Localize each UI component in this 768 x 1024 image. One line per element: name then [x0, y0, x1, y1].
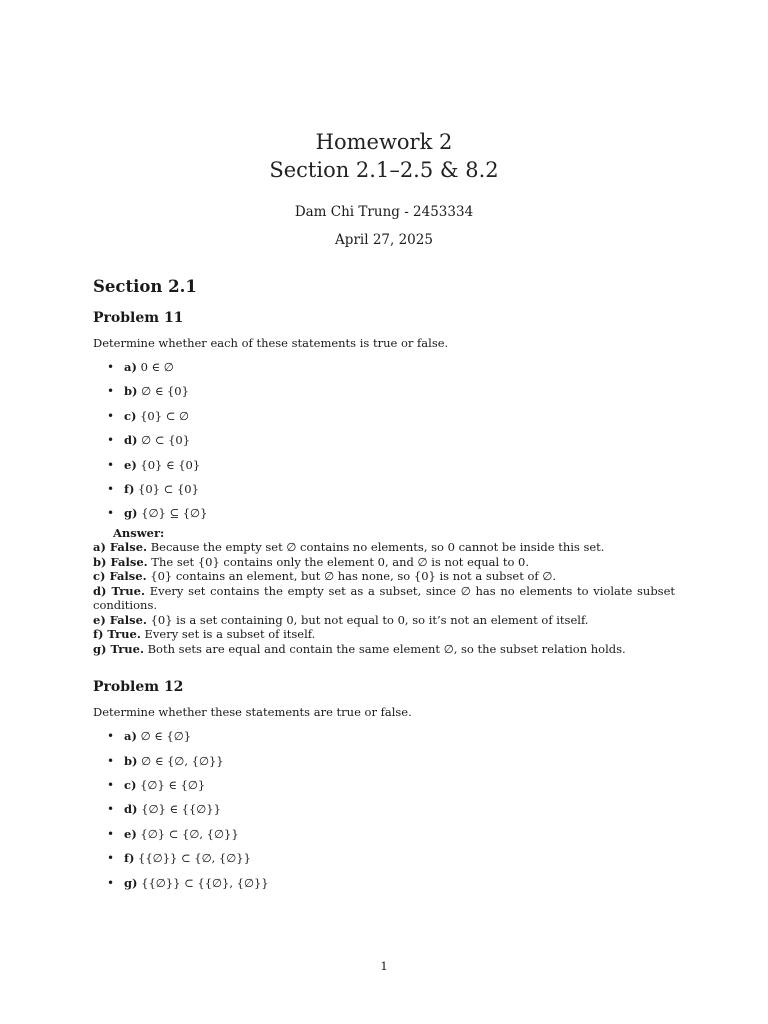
answer-text: Every set is a subset of itself. [144, 627, 316, 642]
list-item [93, 481, 675, 505]
item-label: e) [124, 826, 137, 841]
list-item [93, 826, 675, 850]
item-label: e) [124, 457, 137, 472]
item-expression: {{∅}} ⊂ {{∅}, {∅}} [141, 875, 269, 890]
problem-11-statement-list [93, 359, 675, 530]
item-label: g) [124, 506, 138, 521]
item-expression: {∅} ⊂ {∅, {∅}} [140, 826, 239, 841]
list-item [93, 408, 675, 432]
document-title: Homework 2 [315, 130, 453, 154]
item-expression: {∅} ∈ {∅} [140, 778, 206, 793]
answer-text: Every set contains the empty set as a subset, since ∅ has no elements to violate subset conditions. [93, 583, 676, 613]
problem-12-statement-list [93, 728, 675, 899]
answer-label: a) False. [93, 540, 148, 555]
answer-row [93, 584, 675, 613]
item-label: f) [124, 481, 135, 496]
item-expression: {∅} ⊆ {∅} [141, 506, 208, 521]
item-label: g) [124, 875, 138, 890]
item-expression: 0 ∈ ∅ [140, 360, 174, 374]
item-expression: ∅ ∈ {∅} [140, 729, 192, 744]
title-block [0, 128, 768, 249]
problem-12-prompt: Determine whether these statements are true or false. [93, 705, 412, 720]
list-item [93, 753, 675, 777]
item-expression: {∅} ∈ {{∅}} [141, 802, 221, 817]
list-item [93, 432, 675, 456]
answer-row [93, 613, 675, 628]
answer-row [93, 642, 675, 657]
item-label: b) [124, 384, 138, 399]
item-expression: {0} ⊂ ∅ [140, 408, 190, 423]
item-expression: {{∅}} ⊂ {∅, {∅}} [138, 851, 251, 866]
item-label: c) [124, 778, 137, 793]
section-heading: Section 2.1 [93, 277, 197, 296]
list-item [93, 875, 675, 899]
list-item [93, 850, 675, 874]
answer-row [93, 627, 675, 642]
page-number: 1 [380, 959, 388, 973]
problem-11-answers [93, 540, 675, 656]
answer-row [93, 569, 675, 584]
list-item [93, 457, 675, 481]
list-item [93, 383, 675, 407]
item-label: d) [124, 433, 138, 448]
item-label: d) [124, 802, 138, 817]
answer-heading: Answer: [113, 525, 165, 540]
problem-11-prompt: Determine whether each of these statements is true or false. [93, 336, 449, 350]
item-expression: ∅ ∈ {∅, {∅}} [141, 753, 224, 768]
item-label: f) [124, 851, 135, 866]
item-label: b) [124, 753, 138, 768]
answer-label: c) False. [93, 569, 147, 584]
item-label: a) [124, 729, 137, 744]
item-expression: ∅ ⊂ {0} [141, 433, 191, 448]
answer-label: e) False. [93, 612, 147, 627]
item-label: c) [124, 408, 137, 423]
answer-label: b) False. [93, 554, 148, 569]
date: April 27, 2025 [335, 232, 433, 248]
author: Dam Chi Trung - 2453334 [294, 204, 474, 220]
answer-label: g) True. [93, 641, 144, 656]
item-label: a) [124, 360, 137, 374]
answer-text: Because the empty set ∅ contains no elements, so 0 cannot be inside this set. [150, 540, 605, 555]
list-item [93, 728, 675, 752]
answer-text: The set {0} contains only the element 0, and ∅ is not equal to 0. [151, 554, 530, 569]
document-body [93, 276, 675, 899]
item-expression: ∅ ∈ {0} [141, 384, 189, 399]
list-item [93, 777, 675, 801]
answer-label: d) True. [93, 583, 145, 598]
answer-row [93, 540, 675, 555]
document-subtitle: Section 2.1–2.5 & 8.2 [269, 158, 499, 182]
answer-label: f) True. [93, 627, 141, 642]
answer-text: Both sets are equal and contain the same element ∅, so the subset relation holds. [147, 641, 626, 656]
list-item [93, 505, 675, 529]
list-item [93, 359, 675, 383]
answer-row [93, 555, 675, 570]
problem-12-heading: Problem 12 [93, 679, 184, 696]
answer-text: {0} is a set containing 0, but not equal to 0, so it’s not an element of itself. [150, 612, 589, 627]
list-item [93, 801, 675, 825]
item-expression: {0} ∈ {0} [140, 457, 201, 472]
item-expression: {0} ⊂ {0} [138, 481, 199, 496]
answer-text: {0} contains an element, but ∅ has none, so {0} is not a subset of ∅. [150, 569, 557, 584]
problem-11-heading: Problem 11 [93, 310, 184, 326]
